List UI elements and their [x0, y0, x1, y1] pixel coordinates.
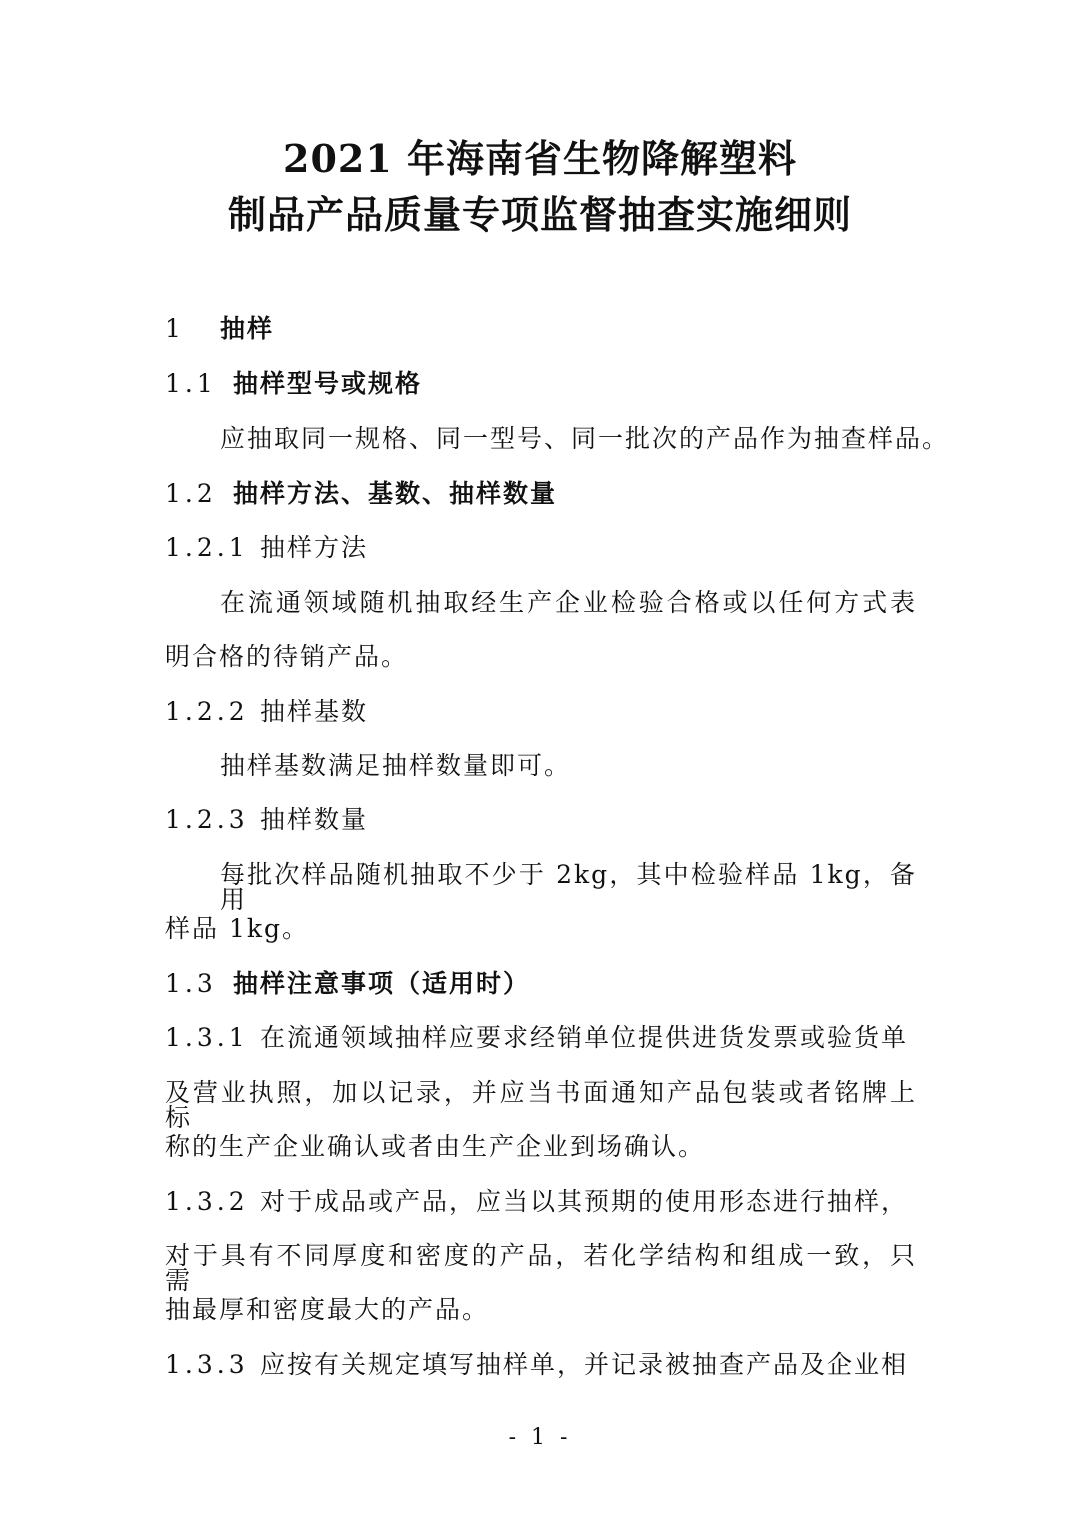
section-heading: 抽样型号或规格	[233, 369, 423, 398]
paragraph-line: 样品 1kg。	[165, 914, 310, 943]
section-heading: 抽样方法	[260, 533, 369, 562]
paragraph-line: 每批次样品随机抽取不少于 2kg，其中检验样品 1kg，备用	[220, 860, 917, 914]
section-heading: 抽样数量	[260, 805, 369, 834]
paragraph-line: 及营业执照，加以记录，并应当书面通知产品包装或者铭牌上标	[165, 1078, 917, 1132]
section-number: 1.3	[165, 969, 217, 998]
section-number: 1.3.3	[165, 1350, 249, 1379]
document-title-line-1: 2021 年海南省生物降解塑料	[283, 136, 797, 181]
section-number: 1.3.2	[165, 1187, 249, 1216]
paragraph-line: 称的生产企业确认或者由生产企业到场确认。	[165, 1132, 706, 1161]
section-1-3-1	[165, 1025, 917, 1050]
section-1-1	[165, 371, 917, 396]
section-heading: 抽样注意事项（适用时）	[233, 969, 531, 998]
section-1-3	[165, 971, 917, 996]
section-number: 1.2.2	[165, 697, 249, 726]
section-number: 1.2	[165, 479, 217, 508]
paragraph-line: 应按有关规定填写抽样单，并记录被抽查产品及企业相	[260, 1350, 909, 1379]
section-number: 1.1	[165, 369, 217, 398]
section-number: 1.2.3	[165, 805, 249, 834]
section-heading: 抽样	[220, 314, 275, 343]
section-number: 1	[165, 314, 185, 343]
section-heading: 抽样基数	[260, 697, 369, 726]
paragraph: 抽样基数满足抽样数量即可。	[220, 751, 572, 780]
section-heading: 抽样方法、基数、抽样数量	[233, 479, 558, 508]
section-number: 1.3.1	[165, 1023, 249, 1052]
paragraph-line: 在流通领域抽样应要求经销单位提供进货发票或验货单	[260, 1023, 909, 1052]
section-1-2-1	[165, 535, 917, 560]
section-1-3-3	[165, 1352, 917, 1377]
paragraph-line: 抽最厚和密度最大的产品。	[165, 1295, 490, 1324]
page-number: - 1 -	[508, 1425, 572, 1450]
paragraph-line: 明合格的待销产品。	[165, 642, 409, 671]
section-1	[165, 316, 917, 341]
section-number: 1.2.1	[165, 533, 249, 562]
paragraph: 应抽取同一规格、同一型号、同一批次的产品作为抽查样品。	[220, 424, 950, 453]
section-1-2	[165, 481, 917, 506]
section-1-2-3	[165, 807, 917, 832]
section-1-2-2	[165, 699, 917, 724]
section-1-3-2	[165, 1189, 917, 1214]
paragraph-line: 对于具有不同厚度和密度的产品，若化学结构和组成一致，只需	[165, 1241, 917, 1295]
document-title-line-2: 制品产品质量专项监督抽查实施细则	[227, 192, 852, 237]
paragraph-line: 在流通领域随机抽取经生产企业检验合格或以任何方式表	[220, 588, 917, 617]
paragraph-line: 对于成品或产品，应当以其预期的使用形态进行抽样，	[260, 1187, 909, 1216]
